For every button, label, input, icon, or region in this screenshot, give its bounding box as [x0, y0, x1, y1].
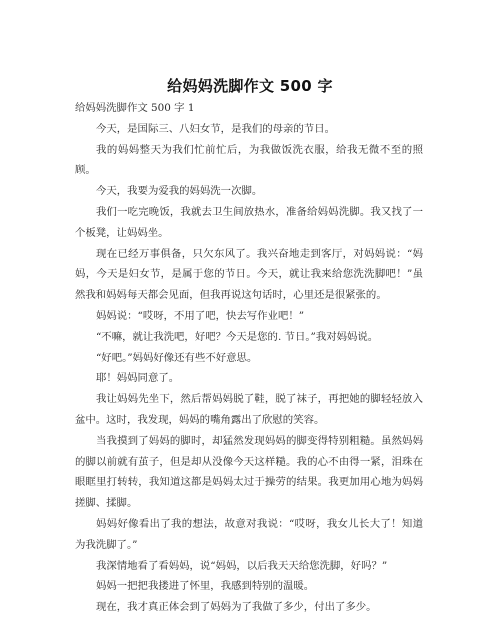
- paragraph: 现在，我才真正体会到了妈妈为了我做了多少，付出了多少。: [96, 601, 377, 614]
- paragraph: 我深情地看了看妈妈，说“妈妈，以后我天天给您洗脚，好吗？”: [96, 559, 388, 572]
- paragraph: 当我摸到了妈妈的脚时，却猛然发现妈妈的脚变得特别粗糙。虽然妈妈的脚以前就有茧子，但是却从没像今天这样糙。我的心不由得一紧，泪珠在眼眶里打转转，我知道这都是妈妈太过于操劳的结果。我更加用心地为妈妈搓脚、揉脚。: [75, 434, 423, 510]
- paragraph: 现在已经万事俱备，只欠东风了。我兴奋地走到客厅，对妈妈说：“妈妈，今天是妇女节，是属于您的节日。今天，就让我来给您洗洗脚吧！”虽然我和妈妈每天都会见面，但我再说这句话时，心里还是很紧张的。: [75, 247, 423, 302]
- paragraph: “不嘛，就让我洗吧，好吧？今天是您的. 节日。”我对妈妈说。: [96, 330, 379, 343]
- paragraph: 妈妈一把把我搂进了怀里，我感到特别的温暖。: [96, 580, 315, 593]
- paragraph: 今天，是国际三、八妇女节，是我们的母亲的节日。: [96, 122, 335, 135]
- paragraph: 我们一吃完晚饭，我就去卫生间放热水，准备给妈妈洗脚。我又找了一个板凳，让妈妈坐。: [75, 205, 423, 239]
- paragraph: 我让妈妈先坐下，然后帮妈妈脱了鞋，脱了袜子，再把她的脚轻轻放入盆中。这时，我发现，妈妈的嘴角露出了欣慰的笑容。: [75, 393, 423, 426]
- document-subtitle: 给妈妈洗脚作文 500 字 1: [75, 102, 195, 114]
- paragraph: 妈妈好像看出了我的想法，故意对我说：“哎呀，我女儿长大了！知道为我洗脚了。”: [75, 517, 423, 551]
- paragraph: 妈妈说：“哎呀，不用了吧，快去写作业吧！”: [96, 309, 305, 322]
- paragraph: 今天，我要为爱我的妈妈洗一次脚。: [96, 185, 263, 198]
- paragraph: 我的妈妈整天为我们忙前忙后，为我做饭洗衣服，给我无微不至的照顾。: [75, 143, 423, 177]
- document-title: 给妈妈洗脚作文 500 字: [167, 77, 333, 95]
- document-body: [75, 98, 423, 618]
- paragraph: “好吧。”妈妈好像还有些不好意思。: [96, 351, 258, 364]
- paragraph: 耶！妈妈同意了。: [96, 372, 180, 385]
